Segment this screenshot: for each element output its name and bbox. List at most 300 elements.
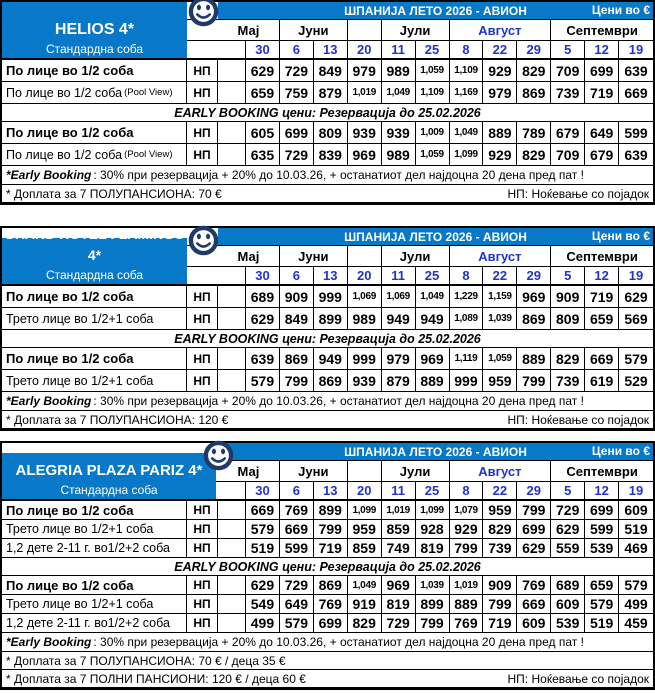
price-cell: 499: [246, 614, 280, 632]
price-cell: 699: [280, 122, 314, 143]
room-row-label: [2, 370, 187, 391]
date-cell: 6: [280, 41, 314, 58]
price-cell: 819: [416, 539, 450, 557]
empty-price-cell: [218, 60, 246, 81]
month-cell: Август: [450, 461, 552, 481]
early-booking-note-bold: *Early Booking: [6, 168, 92, 182]
month-empty-cell: [348, 246, 382, 266]
month-cell: Август: [450, 20, 552, 40]
price-cell: 879: [382, 370, 416, 391]
price-cell: 739: [551, 82, 585, 103]
date-cell: 8: [450, 267, 484, 284]
hotel-name: HELIOS 4*: [54, 21, 135, 38]
early-booking-price-row: [2, 614, 653, 633]
price-cell: 979: [382, 348, 416, 369]
month-empty-cell: [348, 461, 382, 481]
price-cell: 609: [517, 614, 551, 632]
board-label: НП: [187, 614, 218, 632]
early-booking-banner: EARLY BOOKING цени: Резервација до 25.02.2026: [174, 559, 481, 574]
date-cell: 11: [382, 41, 416, 58]
room-row-label-suffix: (Pool View): [124, 87, 173, 98]
room-row-label-text: Трето лице во 1/2+1 соба: [6, 522, 154, 536]
room-row-label-suffix: (Pool View): [124, 149, 173, 160]
price-cell: 739: [551, 370, 585, 391]
price-cell: 729: [280, 576, 314, 594]
price-cell: 579: [585, 595, 619, 613]
price-cell: 639: [246, 348, 280, 369]
price-cell: 849: [280, 308, 314, 329]
price-cell: 869: [280, 348, 314, 369]
early-booking-note-bold: *Early Booking: [6, 635, 92, 649]
price-cell: 629: [517, 539, 551, 557]
price-cell: 1,019: [348, 82, 382, 103]
empty-price-cell: [218, 144, 246, 165]
price-cell: 499: [624, 596, 648, 612]
price-cell: 1,009: [416, 122, 450, 143]
board-label: НП: [187, 520, 218, 538]
early-booking-banner: EARLY BOOKING цени: Резервација до 25.02.2026: [174, 331, 481, 346]
price-cell: 889: [483, 122, 517, 143]
price-cell: 579: [246, 370, 280, 391]
np-note: НП: Ноќевање со појадок: [507, 671, 649, 686]
room-row-label-text: По лице во 1/2 соба: [6, 577, 134, 593]
room-row-label-text: Трето лице во 1/2+1 соба: [6, 597, 154, 611]
price-cell: 899: [416, 595, 450, 613]
month-cell: Јули: [382, 246, 450, 266]
price-cell: 635: [246, 144, 280, 165]
early-booking-note-rest: : 30% при резервација + 20% до 10.03.26, + останатиот дел најдоцна 20 дена пред пат !: [93, 168, 584, 182]
price-cell: 729: [551, 501, 585, 519]
price-cell: 879: [314, 82, 348, 103]
price-cell: 649: [280, 595, 314, 613]
price-cell: 719: [585, 286, 619, 307]
footer-cell: [2, 652, 653, 669]
room-row-label: [2, 501, 187, 519]
month-cell: Мај: [218, 461, 280, 481]
price-cell: 519: [246, 539, 280, 557]
price-cell: 929: [483, 144, 517, 165]
board-label: НП: [187, 60, 218, 81]
np-note: НП: Ноќевање со појадок: [507, 186, 649, 201]
price-cell: 719: [483, 614, 517, 632]
price-cell: 599: [585, 520, 619, 538]
room-row-label-text: По лице во 1/2 соба: [6, 125, 134, 140]
price-cell: 729: [382, 614, 416, 632]
price-cell: 1,049: [450, 122, 484, 143]
room-row-label-text: По лице во 1/2 соба: [6, 502, 134, 518]
month-cell: Септември: [566, 463, 638, 479]
date-cell: 11: [382, 482, 416, 499]
hotel-block: [2, 2, 187, 58]
date-cell: 5: [551, 482, 585, 499]
price-cell: 1,019: [450, 576, 484, 594]
hotel-table-2: [0, 226, 655, 431]
price-cell: 799: [280, 370, 314, 391]
empty-price-cell: [218, 286, 246, 307]
empty-price-cell: [218, 539, 246, 557]
price-cell: 669: [624, 84, 648, 101]
date-cell: 8: [450, 41, 484, 58]
hotel-name: GRAND HOTEL FLAMINGO 4*: [4, 226, 185, 263]
price-cell: 799: [450, 539, 484, 557]
price-cell: 909: [551, 286, 585, 307]
price-cell: 1,019: [382, 501, 416, 519]
early-booking-price-row: [2, 144, 653, 166]
price-cell: 809: [314, 122, 348, 143]
price-cell: 549: [246, 595, 280, 613]
board-label: НП: [187, 348, 218, 369]
price-cell: 869: [314, 576, 348, 594]
date-cell: 5: [551, 41, 585, 58]
date-cell: 13: [314, 267, 348, 284]
room-row-label: [2, 595, 187, 613]
price-cell: 639: [624, 146, 648, 163]
regular-price-row: [2, 501, 653, 520]
price-cell: 989: [382, 144, 416, 165]
price-cell: 669: [280, 520, 314, 538]
date-cell: 19: [628, 42, 644, 57]
month-cell: Мај: [218, 246, 280, 266]
supplement-note: * Доплата за 7 ПОЛНИ ПАНСИОНИ: 120 € / деца 60 €: [6, 671, 306, 686]
date-cell: 19: [628, 483, 644, 498]
empty-price-cell: [218, 520, 246, 538]
room-row-label: [2, 576, 187, 594]
price-cell: 609: [551, 595, 585, 613]
month-cell: Јуни: [280, 461, 348, 481]
room-row-label-text: По лице во 1/2 соба: [6, 147, 123, 162]
price-cell: 869: [517, 308, 551, 329]
price-cell: 979: [348, 60, 382, 81]
early-booking-banner-row: [2, 558, 653, 576]
empty-price-cell: [218, 82, 246, 103]
board-label: НП: [187, 595, 218, 613]
smiley-face-icon: [203, 440, 234, 471]
regular-price-row: [2, 520, 653, 539]
board-label: НП: [187, 82, 218, 103]
early-booking-note-rest: : 30% при резервација + 20% до 10.03.26, + останатиот дел најдоцна 20 дена пред пат !: [93, 635, 584, 649]
room-row-label: [2, 308, 187, 329]
room-type-label: Стандардна соба: [60, 483, 158, 497]
supplement-note: * Доплата за 7 ПОЛУПАНСИОНА: 70 €: [6, 186, 222, 201]
price-cell: 909: [483, 576, 517, 594]
board-label: НП: [187, 122, 218, 143]
price-cell: 719: [314, 539, 348, 557]
room-row-label-text: По лице во 1/2 соба: [6, 63, 134, 78]
price-cell: 989: [382, 60, 416, 81]
price-cell: 929: [483, 60, 517, 81]
price-cell: 1,049: [348, 576, 382, 594]
room-row-label-text: По лице во 1/2 соба: [6, 351, 134, 366]
price-cell: 579: [624, 350, 648, 367]
price-cell: 849: [314, 60, 348, 81]
month-empty-cell: [348, 20, 382, 40]
early-booking-price-row: [2, 348, 653, 370]
price-cell: 949: [382, 308, 416, 329]
date-cell: 8: [450, 482, 484, 499]
price-cell: 889: [450, 595, 484, 613]
price-cell: 889: [416, 370, 450, 391]
price-cell: 979: [483, 82, 517, 103]
price-cell: 799: [517, 501, 551, 519]
footer-row: [2, 411, 653, 429]
price-cell: 889: [517, 348, 551, 369]
price-cell: 1,059: [483, 348, 517, 369]
date-cell: 25: [416, 267, 450, 284]
footer-row: [2, 670, 653, 688]
footer-row: [2, 185, 653, 203]
price-cell: 709: [551, 144, 585, 165]
board-label: НП: [187, 286, 218, 307]
hotel-table-3: [0, 441, 655, 690]
board-label: НП: [187, 501, 218, 519]
empty-price-cell: [218, 308, 246, 329]
room-row-label-text: По лице во 1/2 соба: [6, 85, 123, 100]
price-cell: 1,159: [483, 286, 517, 307]
price-cell: 969: [517, 286, 551, 307]
price-cell: 759: [280, 82, 314, 103]
early-booking-price-row: [2, 595, 653, 614]
price-cell: 799: [517, 370, 551, 391]
price-cell: 539: [551, 614, 585, 632]
price-cell: 559: [551, 539, 585, 557]
empty-price-cell: [218, 501, 246, 519]
price-cell: 749: [382, 539, 416, 557]
early-booking-note-row: [2, 633, 653, 652]
empty-price-cell: [218, 614, 246, 632]
date-cell: 29: [517, 41, 551, 58]
header-bar: [218, 2, 653, 19]
price-cell: 709: [551, 60, 585, 81]
date-cell: 30: [246, 267, 280, 284]
header-bar: [218, 443, 653, 460]
price-cell: 769: [314, 595, 348, 613]
header-title: ШПАНИЈА ЛЕТО 2026 - АВИОН: [344, 444, 527, 459]
price-cell: 599: [624, 124, 648, 141]
price-cell: 939: [382, 122, 416, 143]
price-cell: 629: [246, 308, 280, 329]
price-cell: 1,109: [416, 82, 450, 103]
date-empty-cell: [218, 267, 246, 284]
room-row-label-text: По лице во 1/2 соба: [6, 289, 134, 304]
price-cell: 939: [348, 370, 382, 391]
price-cell: 609: [624, 502, 648, 518]
supplement-note: * Доплата за 7 ПОЛУПАНСИОНА: 70 € / деца 35 €: [6, 653, 286, 668]
month-cell: Септември: [566, 248, 638, 264]
np-note: НП: Ноќевање со појадок: [507, 412, 649, 427]
price-cell: 1,099: [450, 144, 484, 165]
price-cell: 469: [624, 540, 648, 556]
price-cell: 969: [348, 144, 382, 165]
date-cell: 12: [585, 41, 619, 58]
footer-cell: [2, 670, 653, 687]
price-cell: 789: [517, 122, 551, 143]
price-cell: 999: [314, 286, 348, 307]
price-cell: 769: [280, 501, 314, 519]
board-label: НП: [187, 370, 218, 391]
date-cell: 22: [483, 267, 517, 284]
footer-row: [2, 652, 653, 670]
price-cell: 799: [483, 595, 517, 613]
date-cell: 20: [348, 267, 382, 284]
price-cell: 539: [585, 539, 619, 557]
price-cell: 619: [585, 370, 619, 391]
currency-label: Цени во €: [591, 229, 650, 243]
date-cell: 30: [246, 41, 280, 58]
price-cell: 699: [585, 60, 619, 81]
price-cell: 829: [348, 614, 382, 632]
hotel-name: ALEGRIA PLAZA PARIZ 4*: [15, 462, 203, 479]
hotel-block: [2, 453, 216, 499]
price-cell: 928: [416, 520, 450, 538]
price-cell: 1,039: [416, 576, 450, 594]
early-booking-banner: EARLY BOOKING цени: Резервација до 25.02.2026: [174, 105, 481, 120]
header-title: ШПАНИЈА ЛЕТО 2026 - АВИОН: [344, 229, 527, 244]
empty-price-cell: [218, 595, 246, 613]
price-cell: 959: [483, 370, 517, 391]
early-booking-price-row: [2, 122, 653, 144]
price-cell: 799: [416, 614, 450, 632]
price-cell: 599: [280, 539, 314, 557]
early-booking-note-rest: : 30% при резервација + 20% до 10.03.26, + останатиот дел најдоцна 20 дена пред пат !: [93, 394, 584, 408]
price-cell: 769: [517, 576, 551, 594]
room-row-label: [2, 520, 187, 538]
early-booking-note: [2, 633, 653, 651]
smiley-face-icon: [188, 0, 219, 27]
price-cell: 1,229: [450, 286, 484, 307]
date-empty-cell: [218, 482, 246, 499]
price-cell: 999: [450, 370, 484, 391]
room-row-label-text: Трето лице во 1/2+1 соба: [6, 373, 154, 388]
month-cell: Јуни: [280, 246, 348, 266]
early-booking-banner-row: [2, 104, 653, 122]
empty-price-cell: [218, 370, 246, 391]
date-cell: 13: [314, 41, 348, 58]
price-cell: 959: [483, 501, 517, 519]
date-cell: 29: [517, 482, 551, 499]
price-cell: 1,049: [382, 82, 416, 103]
month-cell: Јуни: [280, 20, 348, 40]
price-cell: 989: [348, 308, 382, 329]
price-cell: 679: [551, 122, 585, 143]
price-cell: 669: [517, 595, 551, 613]
date-cell: 6: [280, 267, 314, 284]
currency-label: Цени во €: [591, 444, 650, 458]
date-cell: 22: [483, 41, 517, 58]
month-cell: Јули: [382, 461, 450, 481]
price-cell: 869: [314, 370, 348, 391]
room-type-label: Стандардна соба: [45, 268, 144, 282]
price-cell: 529: [624, 372, 648, 389]
month-cell: Јули: [382, 20, 450, 40]
hotel-table-1: [0, 0, 655, 205]
month-cell: Септември: [566, 22, 638, 38]
price-cell: 829: [517, 144, 551, 165]
regular-price-row: [2, 539, 653, 558]
price-cell: 629: [246, 576, 280, 594]
regular-price-row: [2, 286, 653, 308]
price-cell: 899: [314, 501, 348, 519]
price-cell: 969: [382, 576, 416, 594]
price-cell: 459: [624, 615, 648, 631]
price-cell: 669: [246, 501, 280, 519]
room-row-label-text: Трето лице во 1/2+1 соба: [6, 311, 154, 326]
price-cell: 639: [624, 62, 648, 79]
price-cell: 649: [585, 122, 619, 143]
price-cell: 579: [246, 520, 280, 538]
room-row-label: [2, 348, 187, 369]
price-cell: 769: [450, 614, 484, 632]
price-cell: 699: [585, 501, 619, 519]
price-cell: 1,119: [450, 348, 484, 369]
early-booking-note-bold: *Early Booking: [6, 394, 92, 408]
price-cell: 629: [624, 288, 648, 305]
price-cell: 829: [517, 60, 551, 81]
price-cell: 579: [624, 577, 648, 593]
price-cell: 729: [280, 144, 314, 165]
price-cell: 739: [483, 539, 517, 557]
price-cell: 1,079: [450, 501, 484, 519]
price-cell: 1,099: [348, 501, 382, 519]
price-cell: 899: [314, 308, 348, 329]
early-booking-price-row: [2, 576, 653, 595]
price-cell: 939: [348, 122, 382, 143]
price-cell: 689: [551, 576, 585, 594]
price-cell: 679: [585, 144, 619, 165]
price-cell: 869: [517, 82, 551, 103]
date-empty-cell: [218, 41, 246, 58]
date-cell: 5: [551, 267, 585, 284]
price-cell: 1,099: [416, 501, 450, 519]
room-row-label-text: 1,2 дете 2-11 г. во1/2+2 соба: [6, 616, 170, 630]
price-cell: 729: [280, 60, 314, 81]
price-cell: 659: [585, 576, 619, 594]
price-cell: 959: [348, 520, 382, 538]
price-cell: 929: [450, 520, 484, 538]
regular-price-row: [2, 60, 653, 82]
price-cell: 969: [416, 348, 450, 369]
footer-cell: [2, 185, 653, 202]
price-cell: 1,059: [416, 144, 450, 165]
month-cell: Август: [450, 246, 552, 266]
board-label: НП: [187, 576, 218, 594]
price-cell: 569: [624, 310, 648, 327]
date-cell: 6: [280, 482, 314, 499]
price-cell: 659: [246, 82, 280, 103]
price-cell: 859: [382, 520, 416, 538]
price-cell: 839: [314, 144, 348, 165]
price-cell: 819: [382, 595, 416, 613]
price-cell: 1,049: [416, 286, 450, 307]
header-title: ШПАНИЈА ЛЕТО 2026 - АВИОН: [344, 3, 527, 18]
price-cell: 689: [246, 286, 280, 307]
price-cell: 829: [551, 348, 585, 369]
room-row-label: [2, 286, 187, 307]
date-cell: 12: [585, 267, 619, 284]
date-cell: 20: [348, 482, 382, 499]
board-label: НП: [187, 539, 218, 557]
price-cell: 909: [280, 286, 314, 307]
room-row-label: [2, 539, 187, 557]
regular-price-row: [2, 308, 653, 330]
date-cell: 20: [348, 41, 382, 58]
price-cell: 949: [314, 348, 348, 369]
price-cell: 519: [624, 521, 648, 537]
room-row-label: [2, 60, 187, 81]
hotel-block: [2, 226, 187, 284]
early-booking-note: [2, 392, 653, 410]
currency-label: Цени во €: [591, 3, 650, 17]
price-cell: 1,039: [483, 308, 517, 329]
